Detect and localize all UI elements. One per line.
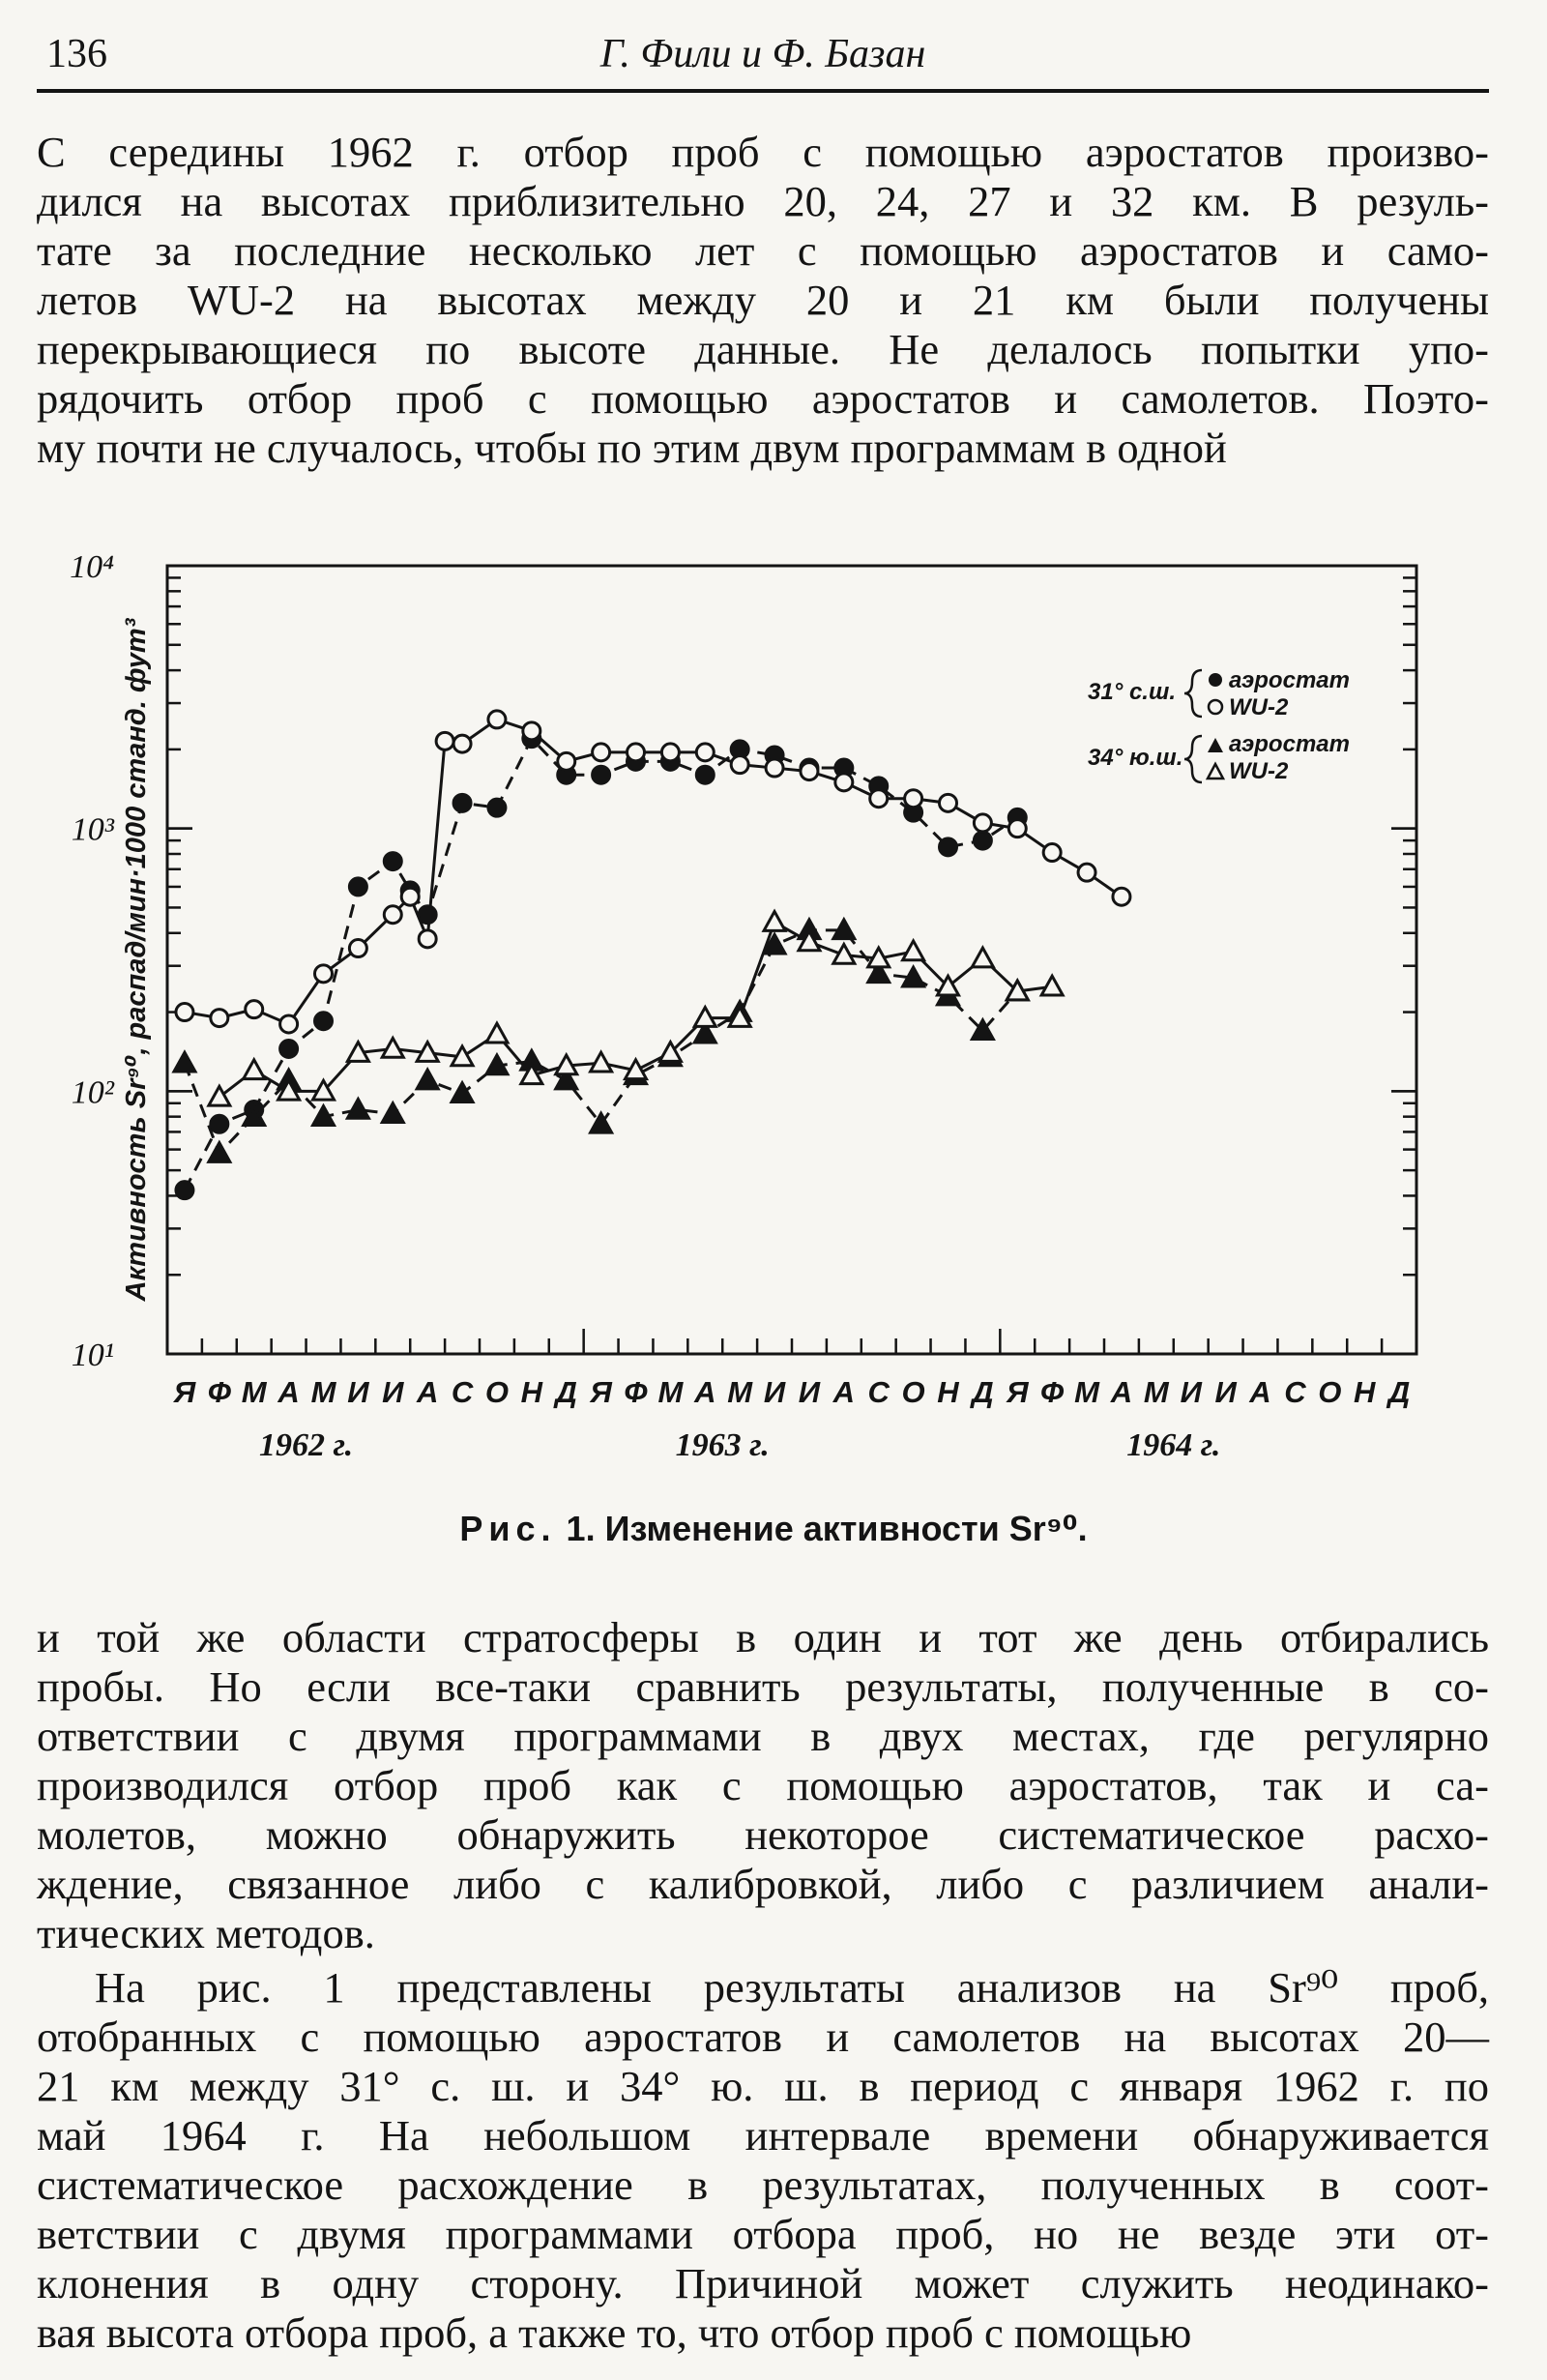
legend-brace	[1184, 736, 1202, 782]
data-point	[764, 912, 785, 931]
data-point	[1043, 844, 1061, 862]
data-point	[486, 1023, 508, 1043]
text-line: молетов, можно обнаружить некоторое систематическое расхо-	[37, 1810, 1489, 1859]
legend-entry: WU-2	[1229, 758, 1289, 784]
x-month-label: А	[416, 1375, 439, 1409]
data-point	[419, 930, 436, 948]
data-point	[628, 744, 645, 761]
x-month-label: А	[832, 1375, 856, 1409]
page-header	[37, 29, 1489, 97]
chart-svg	[70, 537, 1450, 1504]
running-title: Г. Фили и Ф. Базан	[599, 32, 926, 76]
text-line: С середины 1962 г. отбор проб с помощью аэростатов произво-	[37, 128, 1489, 176]
text-line: ждение, связанное либо с калибровкой, либо с различием анали-	[37, 1860, 1489, 1908]
data-point	[349, 878, 366, 896]
text-line: рядочить отбор проб с помощью аэростатов и самолетов. Поэто-	[37, 374, 1489, 423]
data-point	[593, 766, 610, 783]
legend-marker	[1209, 700, 1222, 714]
y-tick-label: 10²	[71, 1074, 114, 1111]
x-month-label: Я	[173, 1375, 196, 1409]
data-point	[661, 744, 679, 761]
data-point	[176, 1182, 193, 1199]
text-line: вая высота отбора проб, а также то, что отбор проб с помощью	[37, 2308, 1192, 2357]
x-month-label: А	[1249, 1375, 1271, 1409]
data-point	[452, 1083, 473, 1102]
legend-entry: WU-2	[1229, 694, 1289, 720]
legend-marker	[1208, 738, 1223, 752]
legend-marker	[1208, 764, 1223, 779]
x-month-label: Д	[555, 1375, 577, 1409]
data-point	[731, 756, 748, 774]
data-point	[523, 722, 540, 740]
data-point	[1008, 820, 1026, 837]
x-month-label: И	[347, 1375, 369, 1409]
data-point	[940, 794, 957, 811]
data-point	[349, 940, 366, 957]
figure-caption	[0, 1509, 1547, 1549]
x-month-label: Д	[972, 1375, 994, 1409]
x-month-label: Н	[1353, 1375, 1376, 1409]
data-point	[1078, 864, 1095, 881]
x-month-label: Ф	[207, 1375, 231, 1409]
data-point	[436, 732, 453, 749]
x-month-label: О	[901, 1375, 925, 1409]
data-point	[211, 1115, 228, 1132]
data-point	[558, 752, 575, 770]
data-point	[176, 1004, 193, 1021]
data-point	[940, 838, 957, 856]
x-month-label: С	[1284, 1375, 1306, 1409]
text-line: производился отбор проб как с помощью аэростатов, так и са-	[37, 1761, 1489, 1809]
x-month-label: А	[1110, 1375, 1133, 1409]
data-point	[1041, 976, 1063, 995]
x-month-label: А	[694, 1375, 716, 1409]
x-month-label: И	[1180, 1375, 1202, 1409]
x-month-label: М	[727, 1375, 753, 1409]
x-month-label: М	[657, 1375, 684, 1409]
legend-brace	[1184, 670, 1202, 717]
data-point	[593, 744, 610, 761]
text-line: клонения в одну сторону. Причиной может служить неодинако-	[37, 2259, 1489, 2307]
text-line: и той же области стратосферы в один и тот же день отбирались	[37, 1613, 1489, 1661]
data-point	[905, 790, 922, 808]
x-month-label: М	[310, 1375, 336, 1409]
data-point	[972, 948, 993, 967]
y-tick-label: 10³	[71, 811, 114, 848]
x-year-label: 1963 г.	[675, 1427, 770, 1463]
y-tick-label: 10⁴	[70, 549, 114, 585]
data-point	[974, 814, 991, 832]
text-line: ветствии с двумя программами отбора проб, но не везде эти от-	[37, 2210, 1489, 2258]
legend-entry: аэростат	[1229, 731, 1350, 757]
data-point	[696, 766, 714, 783]
text-line: ответствии с двумя программами в двух местах, где регулярно	[37, 1712, 1489, 1760]
data-point	[974, 832, 991, 849]
data-point	[315, 965, 333, 983]
paragraph-middle	[37, 1613, 1489, 1958]
paragraph-bottom	[37, 1963, 1489, 2358]
data-point	[903, 941, 924, 960]
x-month-label: И	[798, 1375, 821, 1409]
figure-caption-text: 1. Изменение активности Sr⁹⁰.	[566, 1509, 1088, 1548]
text-line: май 1964 г. На небольшом интервале времени обнаруживается	[37, 2111, 1489, 2160]
x-month-label: Ф	[624, 1375, 648, 1409]
text-line: систематическое расхождение в результатах, полученных в соот-	[37, 2160, 1489, 2209]
data-point	[174, 1052, 195, 1072]
data-point	[1113, 888, 1130, 905]
data-point	[280, 1015, 298, 1033]
x-year-label: 1964 г.	[1126, 1427, 1221, 1463]
x-month-label: И	[382, 1375, 404, 1409]
x-month-label: С	[867, 1375, 890, 1409]
x-month-label: М	[241, 1375, 267, 1409]
x-month-label: О	[1318, 1375, 1342, 1409]
figure-caption-prefix: Рис.	[459, 1509, 557, 1548]
paragraph-top	[37, 128, 1489, 473]
data-point	[453, 794, 471, 811]
data-point	[835, 774, 853, 791]
x-month-label: И	[1214, 1375, 1237, 1409]
x-year-label: 1962 г.	[259, 1427, 354, 1463]
x-month-label: Н	[937, 1375, 959, 1409]
data-point	[401, 888, 419, 905]
legend-entry: аэростат	[1229, 667, 1350, 693]
header-rule	[37, 89, 1489, 93]
data-point	[382, 1038, 403, 1057]
x-month-label: Д	[1387, 1375, 1411, 1409]
y-tick-label: 10¹	[71, 1337, 114, 1373]
data-point	[801, 763, 818, 780]
text-line: пробы. Но если все-таки сравнить результаты, полученные в со-	[37, 1662, 1489, 1711]
data-point	[246, 1001, 263, 1018]
page-number: 136	[46, 32, 107, 76]
x-month-label: Я	[590, 1375, 612, 1409]
legend-group-label: 34° ю.ш.	[1088, 745, 1183, 771]
data-point	[384, 906, 401, 924]
text-line: На рис. 1 представлены результаты анализов на Sr⁹⁰ проб,	[95, 1963, 1489, 2012]
data-point	[280, 1040, 298, 1057]
text-line: му почти не случалось, чтобы по этим двум программам в одной	[37, 424, 1227, 472]
x-month-label: А	[277, 1375, 300, 1409]
legend-group-label: 31° с.ш.	[1088, 679, 1176, 705]
legend-marker	[1209, 673, 1222, 687]
data-point	[488, 799, 506, 816]
text-line: летов WU-2 на высотах между 20 и 21 км были получены	[37, 276, 1489, 324]
x-month-label: И	[763, 1375, 786, 1409]
x-month-label: М	[1143, 1375, 1169, 1409]
text-line: перекрывающиеся по высоте данные. Не делалось попытки упо-	[37, 325, 1489, 373]
data-point	[384, 853, 401, 870]
data-point	[591, 1052, 612, 1072]
data-point	[870, 790, 888, 808]
x-month-label: С	[451, 1375, 474, 1409]
y-axis-title: Активность Sr⁹⁰, распад/мин·1000 станд. фут³	[121, 618, 152, 1302]
data-point	[488, 711, 506, 728]
x-month-label: Ф	[1040, 1375, 1065, 1409]
text-line: 21 км между 31° с. ш. и 34° ю. ш. в период с января 1962 г. по	[37, 2062, 1489, 2110]
x-month-label: М	[1074, 1375, 1099, 1409]
data-point	[453, 735, 471, 752]
data-point	[417, 1070, 438, 1089]
data-point	[696, 744, 714, 761]
data-point	[211, 1010, 228, 1027]
data-point	[833, 944, 855, 963]
data-point	[766, 759, 783, 777]
x-month-label: О	[484, 1375, 510, 1409]
text-line: тических методов.	[37, 1909, 375, 1957]
figure-sr90	[70, 537, 1450, 1572]
data-point	[347, 1100, 368, 1119]
data-point	[315, 1013, 333, 1030]
data-point	[209, 1143, 230, 1162]
text-line: дился на высотах приблизительно 20, 24, 27 и 32 км. В резуль-	[37, 177, 1489, 225]
x-month-label: Я	[1006, 1375, 1029, 1409]
text-line: отобранных с помощью аэростатов и самолетов на высотах 20—	[37, 2013, 1489, 2061]
x-month-label: Н	[520, 1375, 543, 1409]
data-point	[244, 1060, 265, 1079]
data-point	[382, 1103, 403, 1123]
data-point	[209, 1086, 230, 1105]
text-line: тате за последние несколько лет с помощью аэростатов и само-	[37, 226, 1489, 275]
